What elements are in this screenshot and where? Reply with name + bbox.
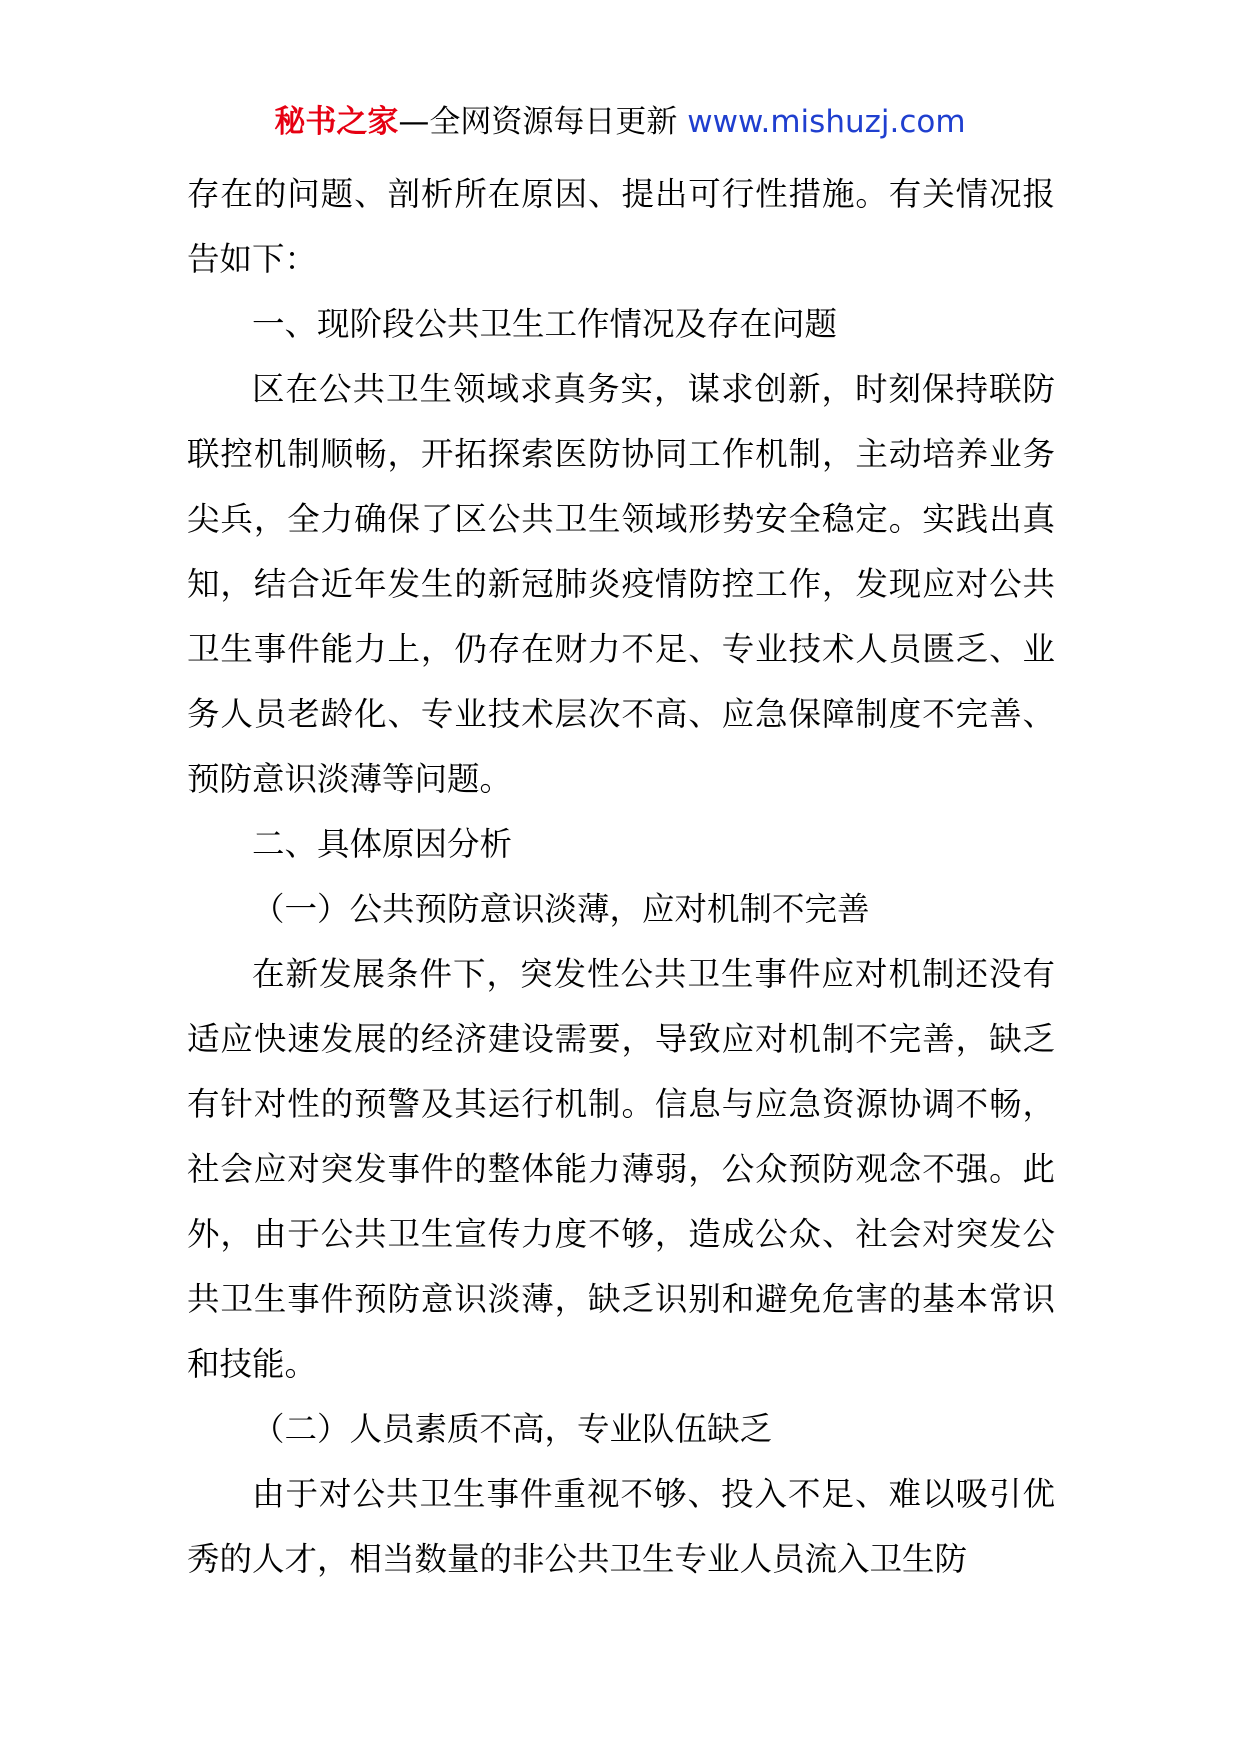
subheading-2: （二）人员素质不高，专业队伍缺乏 — [252, 1410, 773, 1448]
site-tagline: —全网资源每日更新 — [398, 104, 688, 140]
section-heading-2: 二、具体原因分析 — [252, 825, 513, 863]
subheading-1: （一）公共预防意识淡薄，应对机制不完善 — [252, 890, 870, 928]
paragraph-intro-continuation: 存在的问题、剖析所在原因、提出可行性措施。有关情况报告如下： — [187, 175, 1055, 278]
section-heading-1: 一、现阶段公共卫生工作情况及存在问题 — [252, 305, 838, 343]
site-url-link[interactable]: www.mishuzj.com — [687, 104, 966, 140]
paragraph-cause-2: 由于对公共卫生事件重视不够、投入不足、难以吸引优秀的人才，相当数量的非公共卫生专业人员流入卫生防 — [187, 1475, 1055, 1578]
paragraph-current-situation: 区在公共卫生领域求真务实，谋求创新，时刻保持联防联控机制顺畅，开拓探索医防协同工作机制，主动培养业务尖兵，全力确保了区公共卫生领域形势安全稳定。实践出真知，结合近年发生的新冠肺炎疫情防控工作，发现应对公共卫生事件能力上，仍存在财力不足、专业技术人员匮乏、业务人员老龄化、专业技术层次不高、应急保障制度不完善、预防意识淡薄等问题。 — [187, 370, 1055, 798]
site-header — [0, 100, 1240, 144]
document-body — [187, 162, 1055, 1592]
paragraph-cause-1: 在新发展条件下，突发性公共卫生事件应对机制还没有适应快速发展的经济建设需要，导致应对机制不完善，缺乏有针对性的预警及其运行机制。信息与应急资源协调不畅，社会应对突发事件的整体能力薄弱，公众预防观念不强。此外，由于公共卫生宣传力度不够，造成公众、社会对突发公共卫生事件预防意识淡薄，缺乏识别和避免危害的基本常识和技能。 — [187, 955, 1055, 1383]
brand-name: 秘书之家 — [274, 104, 399, 140]
